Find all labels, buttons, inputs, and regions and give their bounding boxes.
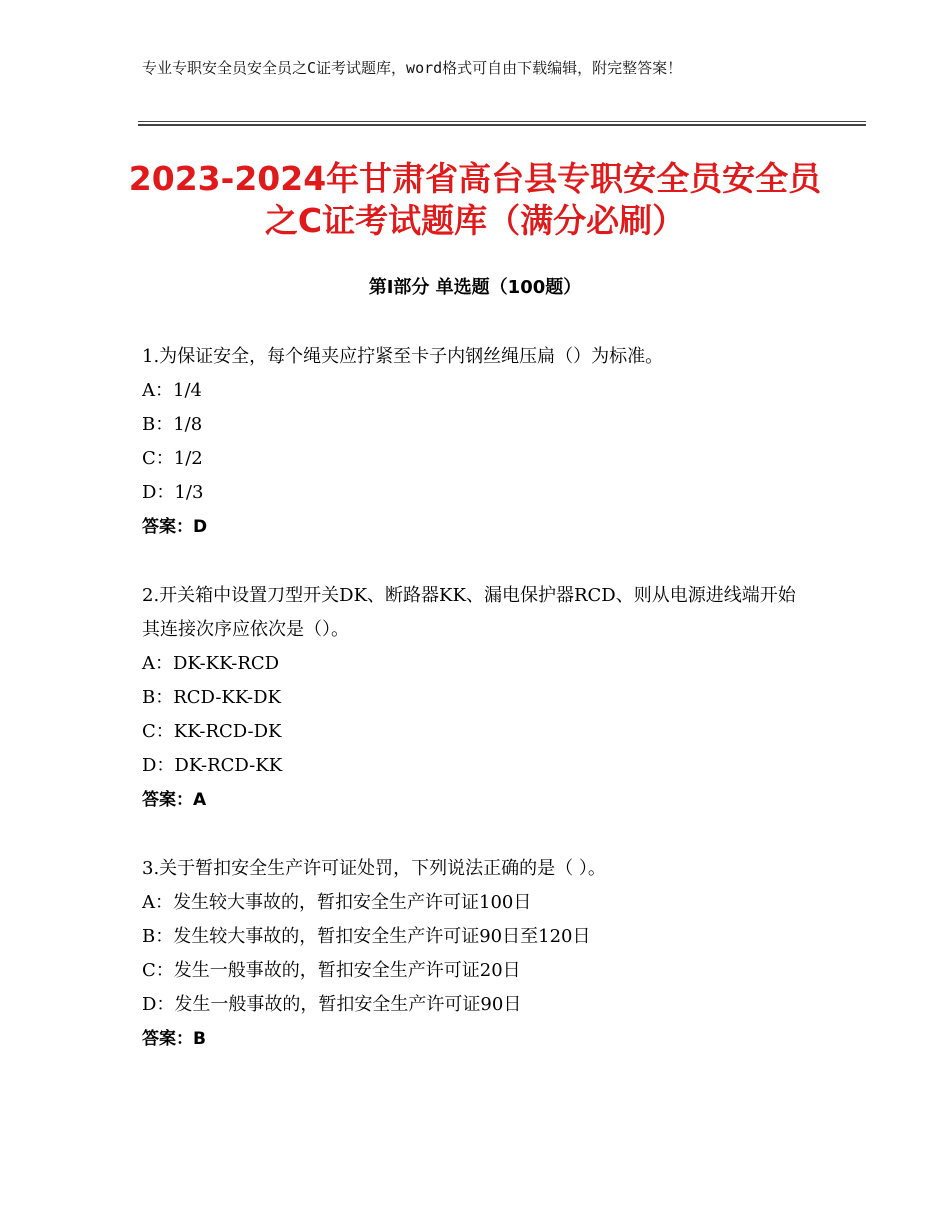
question-3-option-c: C：发生一般事故的，暂扣安全生产许可证20日	[142, 960, 521, 981]
header-rule-top	[138, 121, 866, 122]
question-2-answer: 答案：A	[142, 790, 207, 810]
question-2-option-b: B：RCD-KK-DK	[142, 687, 281, 708]
question-3-stem: 3.关于暂扣安全生产许可证处罚，下列说法正确的是（ ）。	[142, 858, 606, 879]
question-3-option-a: A：发生较大事故的，暂扣安全生产许可证100日	[142, 892, 532, 913]
question-1-option-c: C：1/2	[142, 448, 203, 469]
question-2-option-a: A：DK-KK-RCD	[142, 653, 280, 674]
question-1-option-b: B：1/8	[142, 414, 203, 435]
question-2-stem: 2.开关箱中设置刀型开关DK、断路器KK、漏电保护器RCD、则从电源进线端开始其连接次序应依次是（）。	[142, 585, 796, 640]
question-1-option-d: D：1/3	[142, 482, 204, 503]
question-3	[142, 852, 822, 1056]
section-title: 第Ⅰ部分 单选题（100题）	[368, 277, 582, 298]
question-1-stem: 1.为保证安全，每个绳夹应拧紧至卡子内钢丝绳压扁（）为标准。	[142, 346, 664, 367]
question-3-option-d: D：发生一般事故的，暂扣安全生产许可证90日	[142, 994, 522, 1015]
question-3-answer: 答案：B	[142, 1029, 206, 1049]
document-title: 2023-2024年甘肃省高台县专职安全员安全员之C证考试题库（满分必刷）	[128, 159, 822, 240]
question-3-option-b: B：发生较大事故的，暂扣安全生产许可证90日至120日	[142, 926, 591, 947]
question-2	[142, 579, 807, 817]
header-rule-bottom	[138, 124, 866, 126]
question-1-option-a: A：1/4	[142, 380, 202, 401]
question-2-option-c: C：KK-RCD-DK	[142, 721, 282, 742]
header-note: 专业专职安全员安全员之C证考试题库，word格式可自由下载编辑，附完整答案！	[142, 59, 683, 77]
question-1	[142, 340, 822, 544]
question-1-answer: 答案：D	[142, 517, 208, 537]
question-2-option-d: D：DK-RCD-KK	[142, 755, 283, 776]
